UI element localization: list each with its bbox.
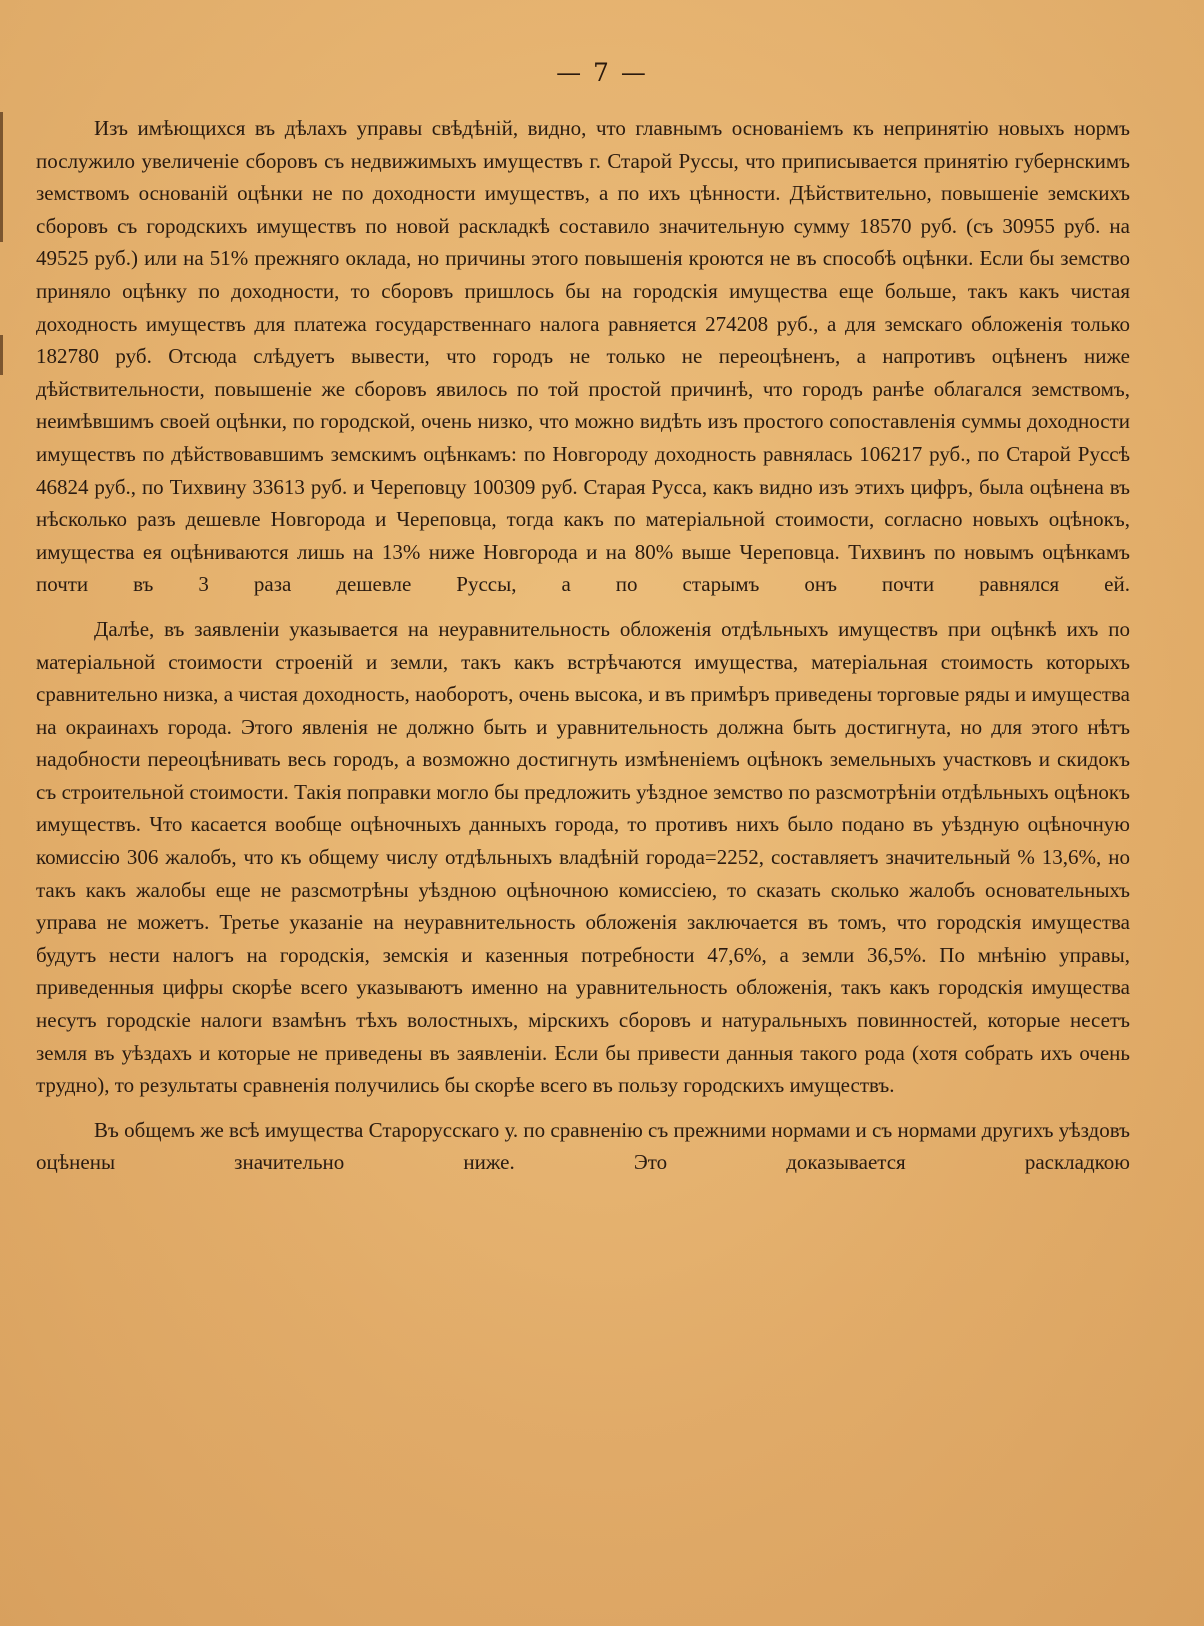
page-number: — 7 — [556, 58, 648, 87]
paragraph: Далѣе, въ заявленіи указывается на неуравнительность обложенія отдѣльныхъ имуществъ при оцѣнкѣ ихъ по матеріальной стоимости строеній и земли, такъ какъ встрѣчаются имущества, матеріальная стоимость которыхъ сравнительно низка, а чистая доходность, наоборотъ, очень высока, и въ примѣръ приведены торговые ряды и имущества на окраинахъ города. Этого явленія не должно быть и уравнительность должна быть достигнута, но для этого нѣтъ надобности переоцѣнивать весь городъ, а возможно достигнуть измѣненіемъ оцѣнокъ земельныхъ участковъ и скидокъ съ строительной стоимости. Такія поправки могло бы предложить уѣздное земство по разсмотрѣніи отдѣльныхъ оцѣнокъ имуществъ. Что касается вообще оцѣночныхъ данныхъ города, то противъ нихъ было подано въ уѣздную оцѣночную комиссію 306 жалобъ, что къ общему числу отдѣльныхъ владѣній города=2252, составляетъ значительный % 13,6%, но такъ какъ жалобы еще не разсмотрѣны уѣздною оцѣночною комиссіею, то сказать сколько жалобъ основательныхъ управа не можетъ. Третье указаніе на неуравнительность обложенія заключается въ томъ, что городскія имущества будутъ нести налогъ на городскія, земскія и казенныя потребности 47,6%, а земли 36,5%. По мнѣнію управы, приведенныя цифры скорѣе всего указываютъ именно на уравнительность обложенія, такъ какъ городскія имущества несутъ городскіе налоги взамѣнъ тѣхъ волостныхъ, мірскихъ сборовъ и натуральныхъ повинностей, которые несетъ земля въ уѣздахъ и которые не приведены въ заявленіи. Если бы привести данныя такого рода (хотя собрать ихъ очень трудно), то результаты сравненія получились бы скорѣе всего въ пользу городскихъ имуществъ. [36, 616, 1130, 1098]
binding-edge-mark [0, 112, 3, 242]
document-body [36, 112, 1130, 1179]
paragraph: Изъ имѣющихся въ дѣлахъ управы свѣдѣній, видно, что главнымъ основаніемъ къ непринятію новыхъ нормъ послужило увеличеніе сборовъ съ недвижимыхъ имуществъ г. Старой Руссы, что приписывается принятію губернскимъ земствомъ основаній оцѣнки не по доходности имуществъ, а по ихъ цѣнности. Дѣйствительно, повышеніе земскихъ сборовъ съ городскихъ имуществъ по новой раскладкѣ составило значительную сумму 18570 руб. (съ 30955 руб. на 49525 руб.) или на 51% прежняго оклада, но причины этого повышенія кроются не въ способѣ оцѣнки. Если бы земство приняло оцѣнку по доходности, то сборовъ пришлось бы на городскія имущества еще больше, такъ какъ чистая доходность имуществъ для платежа государственнаго налога равняется 274208 руб., а для земскаго обложенія только 182780 руб. Отсюда слѣдуетъ вывести, что городъ не только не переоцѣненъ, а напротивъ оцѣненъ ниже дѣйствительности, повышеніе же сборовъ явилось по той простой причинѣ, что городъ ранѣе облагался земствомъ, неимѣвшимъ своей оцѣнки, по городской, очень низко, что можно видѣть изъ простого сопоставленія суммы доходности имуществъ по дѣйствовавшимъ земскимъ оцѣнкамъ: по Новгороду доходность равнялась 106217 руб., по Старой Руссѣ 46824 руб., по Тихвину 33613 руб. и Череповцу 100309 руб. Старая Русса, какъ видно изъ этихъ цифръ, была оцѣнена въ нѣсколько разъ дешевле Новгорода и Череповца, тогда какъ по матеріальной стоимости, согласно новыхъ оцѣнокъ, имущества ея оцѣниваются лишь на 13% ниже Новгорода и на 80% выше Череповца. Тихвинъ по новымъ оцѣнкамъ почти въ 3 раза дешевле Руссы, а по старымъ онъ почти равнялся ей. [36, 116, 1130, 597]
paragraph: Въ общемъ же всѣ имущества Старорусскаго у. по сравненію съ прежними нормами и съ нормами другихъ уѣздовъ оцѣнены значительно ниже. Это доказывается раскладкою [36, 1117, 1130, 1175]
binding-edge-mark [0, 335, 3, 375]
